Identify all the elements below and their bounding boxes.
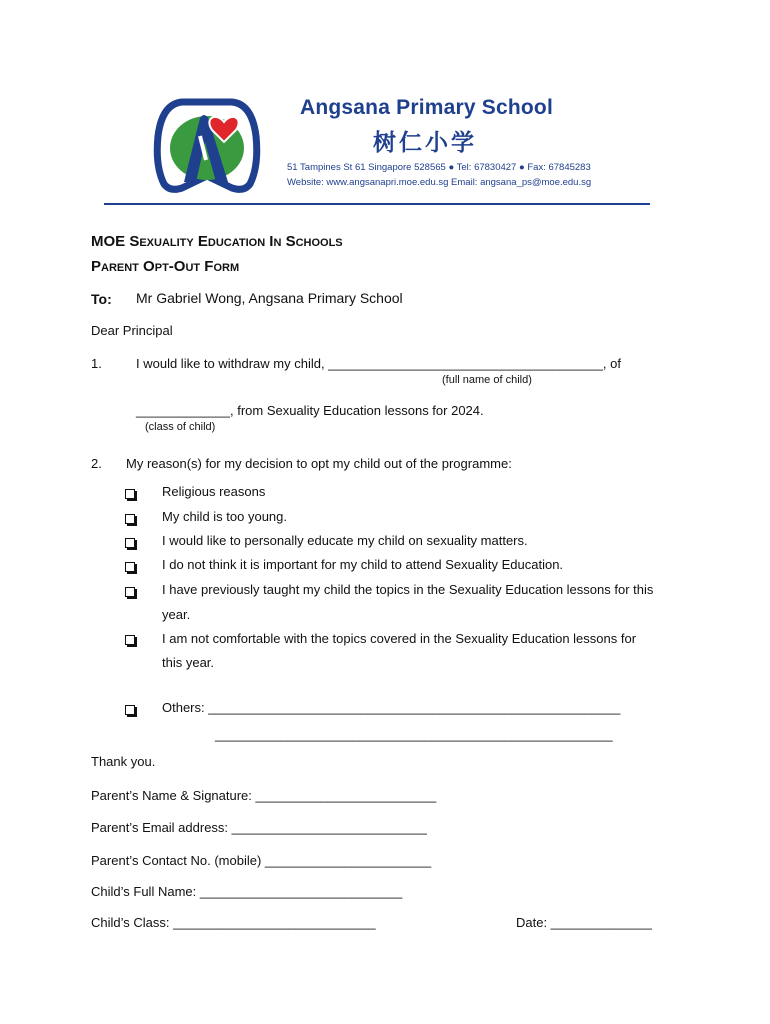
item1-number: 1. <box>91 356 102 371</box>
item1-caption-class: (class of child) <box>145 421 216 433</box>
reason-too-young-checkbox[interactable] <box>125 511 135 529</box>
to-label: To: <box>91 291 112 307</box>
to-value: Mr Gabriel Wong, Angsana Primary School <box>136 290 403 306</box>
parent-email-field[interactable]: Parent’s Email address: ___________________________ <box>91 820 427 835</box>
date-field[interactable]: Date: ______________ <box>516 915 652 930</box>
item1-line2: _____________, from Sexuality Education lessons for 2024. <box>136 403 484 418</box>
reason-previously-taught-label-cont: year. <box>162 607 191 622</box>
school-name: Angsana Primary School <box>300 96 553 119</box>
reason-too-young-label: My child is too young. <box>162 509 288 524</box>
parent-name-signature-field[interactable]: Parent’s Name & Signature: _________________________ <box>91 788 437 803</box>
reason-not-comfortable-label-cont: this year. <box>162 655 215 670</box>
school-web-email: Website: www.angsanapri.moe.edu.sg Email: angsana_ps@moe.edu.sg <box>287 177 592 188</box>
reason-not-important-label: I do not think it is important for my child to attend Sexuality Education. <box>162 557 564 572</box>
school-logo <box>152 96 262 194</box>
reason-others-checkbox[interactable] <box>125 702 135 720</box>
reason-previously-taught-label: I have previously taught my child the topics in the Sexuality Education lessons for this <box>162 582 654 597</box>
reason-not-comfortable-checkbox[interactable] <box>125 632 135 650</box>
school-name-chinese: 树仁小学 <box>373 129 477 155</box>
reason-previously-taught-checkbox[interactable] <box>125 584 135 602</box>
reason-religious-label: Religious reasons <box>162 484 266 499</box>
item2-number: 2. <box>91 456 102 471</box>
header-divider <box>104 203 650 205</box>
reason-not-important-checkbox[interactable] <box>125 559 135 577</box>
child-full-name-field[interactable]: Child’s Full Name: ____________________________ <box>91 884 403 899</box>
child-class-field[interactable]: Child’s Class: ____________________________ <box>91 915 376 930</box>
parent-contact-field[interactable]: Parent’s Contact No. (mobile) _______________________ <box>91 853 432 868</box>
reason-others-field[interactable]: Others: _________________________________________________________ <box>162 700 621 715</box>
reason-personally-educate-label: I would like to personally educate my child on sexuality matters. <box>162 533 528 548</box>
form-title-line1: MOE Sexuality Education In Schools <box>91 233 343 250</box>
item1-text: I would like to withdraw my child, ______________________________________, of <box>136 356 621 371</box>
thank-you: Thank you. <box>91 754 156 769</box>
reason-personally-educate-checkbox[interactable] <box>125 535 135 553</box>
school-address: 51 Tampines St 61 Singapore 528565 ● Tel: 67830427 ● Fax: 67845283 <box>287 162 591 173</box>
salutation: Dear Principal <box>91 323 173 338</box>
form-title-line2: Parent Opt-Out Form <box>91 258 240 275</box>
reason-religious-checkbox[interactable] <box>125 486 135 504</box>
reason-others-line2[interactable]: _______________________________________________________ <box>215 727 613 742</box>
item1-caption-full-name: (full name of child) <box>442 374 532 386</box>
item2-text: My reason(s) for my decision to opt my child out of the programme: <box>126 456 512 471</box>
reason-not-comfortable-label: I am not comfortable with the topics covered in the Sexuality Education lessons for <box>162 631 637 646</box>
